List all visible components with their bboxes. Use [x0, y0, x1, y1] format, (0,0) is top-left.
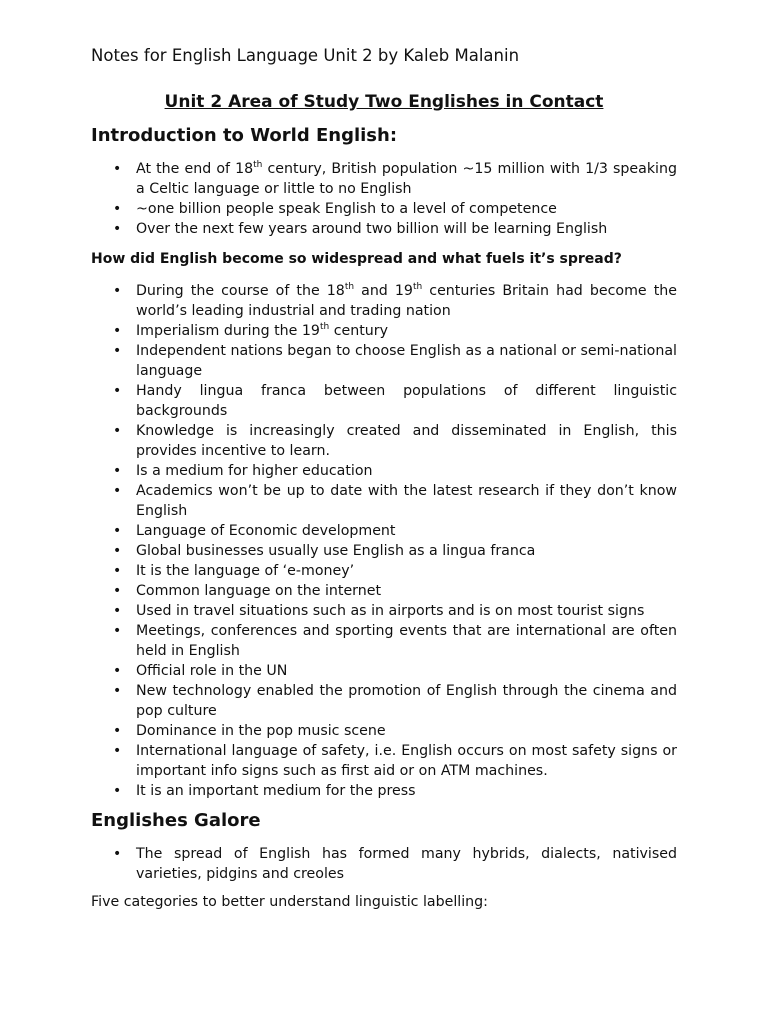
- bullet-icon: •: [113, 723, 122, 739]
- document-header: Notes for English Language Unit 2 by Kaleb Malanin: [91, 46, 520, 65]
- bullet-icon: •: [113, 343, 122, 359]
- list-item: [91, 461, 677, 481]
- bullet-icon: •: [113, 201, 122, 217]
- list-item: [91, 421, 677, 461]
- list-item-text: Language of Economic development: [136, 523, 396, 539]
- list-item: [91, 521, 677, 541]
- list-item-text: Academics won’t be up to date with the latest research if they don’t know English: [136, 483, 677, 519]
- intro-bullet-list: [91, 159, 677, 239]
- bullet-icon: •: [113, 323, 122, 339]
- list-item-text: Over the next few years around two billion will be learning English: [136, 221, 608, 237]
- list-item-text: It is an important medium for the press: [136, 783, 416, 799]
- bullet-icon: •: [113, 663, 122, 679]
- list-item-text: Handy lingua franca between populations of different linguistic backgrounds: [136, 383, 677, 419]
- spread-bullet-list: [91, 281, 677, 801]
- list-item-text: Common language on the internet: [136, 583, 382, 599]
- bullet-icon: •: [113, 383, 122, 399]
- bullet-icon: •: [113, 683, 122, 699]
- bullet-icon: •: [113, 283, 122, 299]
- list-item-text: During the course of the 18th and 19th centuries Britain had become the world’s leading industrial and trading nation: [136, 282, 677, 319]
- list-item: [91, 581, 677, 601]
- list-item: [91, 219, 677, 239]
- bullet-icon: •: [113, 221, 122, 237]
- list-item-text: ~one billion people speak English to a level of competence: [136, 201, 557, 217]
- list-item: [91, 621, 677, 661]
- bullet-icon: •: [113, 483, 122, 499]
- body-paragraph: Five categories to better understand linguistic labelling:: [91, 894, 488, 910]
- list-item: [91, 661, 677, 681]
- list-item: [91, 381, 677, 421]
- bullet-icon: •: [113, 161, 122, 177]
- list-item: [91, 341, 677, 381]
- list-item-text: At the end of 18th century, British population ~15 million with 1/3 speaking a Celtic language or little to no English: [136, 160, 677, 197]
- list-item-text: Independent nations began to choose English as a national or semi-national language: [136, 343, 677, 379]
- list-item-text: Meetings, conferences and sporting events that are international are often held in English: [136, 623, 677, 659]
- list-item-text: Used in travel situations such as in airports and is on most tourist signs: [136, 603, 645, 619]
- document-title: Unit 2 Area of Study Two Englishes in Contact: [164, 92, 604, 112]
- list-item: [91, 541, 677, 561]
- list-item-text: Is a medium for higher education: [136, 463, 373, 479]
- bullet-icon: •: [113, 743, 122, 759]
- englishes-galore-heading: Englishes Galore: [91, 810, 261, 831]
- list-item-text: Global businesses usually use English as a lingua franca: [136, 543, 536, 559]
- list-item: [91, 561, 677, 581]
- list-item: [91, 159, 677, 199]
- list-item: [91, 741, 677, 781]
- list-item-text: It is the language of ‘e-money’: [136, 563, 355, 579]
- spread-question-heading: How did English become so widespread and what fuels it’s spread?: [91, 251, 622, 267]
- list-item: [91, 199, 677, 219]
- bullet-icon: •: [113, 543, 122, 559]
- list-item-text: Official role in the UN: [136, 663, 288, 679]
- bullet-icon: •: [113, 846, 122, 862]
- bullet-icon: •: [113, 463, 122, 479]
- list-item: [91, 721, 677, 741]
- list-item-text: New technology enabled the promotion of English through the cinema and pop culture: [136, 683, 677, 719]
- list-item: [91, 844, 677, 884]
- list-item-text: Knowledge is increasingly created and disseminated in English, this provides incentive to learn.: [136, 423, 677, 459]
- list-item: [91, 321, 677, 341]
- bullet-icon: •: [113, 523, 122, 539]
- galore-bullet-list: [91, 844, 677, 884]
- bullet-icon: •: [113, 423, 122, 439]
- bullet-icon: •: [113, 603, 122, 619]
- list-item: [91, 481, 677, 521]
- list-item: [91, 281, 677, 321]
- list-item-text: The spread of English has formed many hybrids, dialects, nativised varieties, pidgins and creoles: [136, 846, 677, 882]
- bullet-icon: •: [113, 563, 122, 579]
- list-item-text: Imperialism during the 19th century: [136, 322, 389, 339]
- list-item: [91, 681, 677, 721]
- bullet-icon: •: [113, 783, 122, 799]
- intro-heading: Introduction to World English:: [91, 125, 398, 146]
- list-item: [91, 781, 677, 801]
- list-item-text: Dominance in the pop music scene: [136, 723, 386, 739]
- bullet-icon: •: [113, 623, 122, 639]
- bullet-icon: •: [113, 583, 122, 599]
- list-item: [91, 601, 677, 621]
- list-item-text: International language of safety, i.e. English occurs on most safety signs or important info signs such as first aid or on ATM machines.: [136, 743, 677, 779]
